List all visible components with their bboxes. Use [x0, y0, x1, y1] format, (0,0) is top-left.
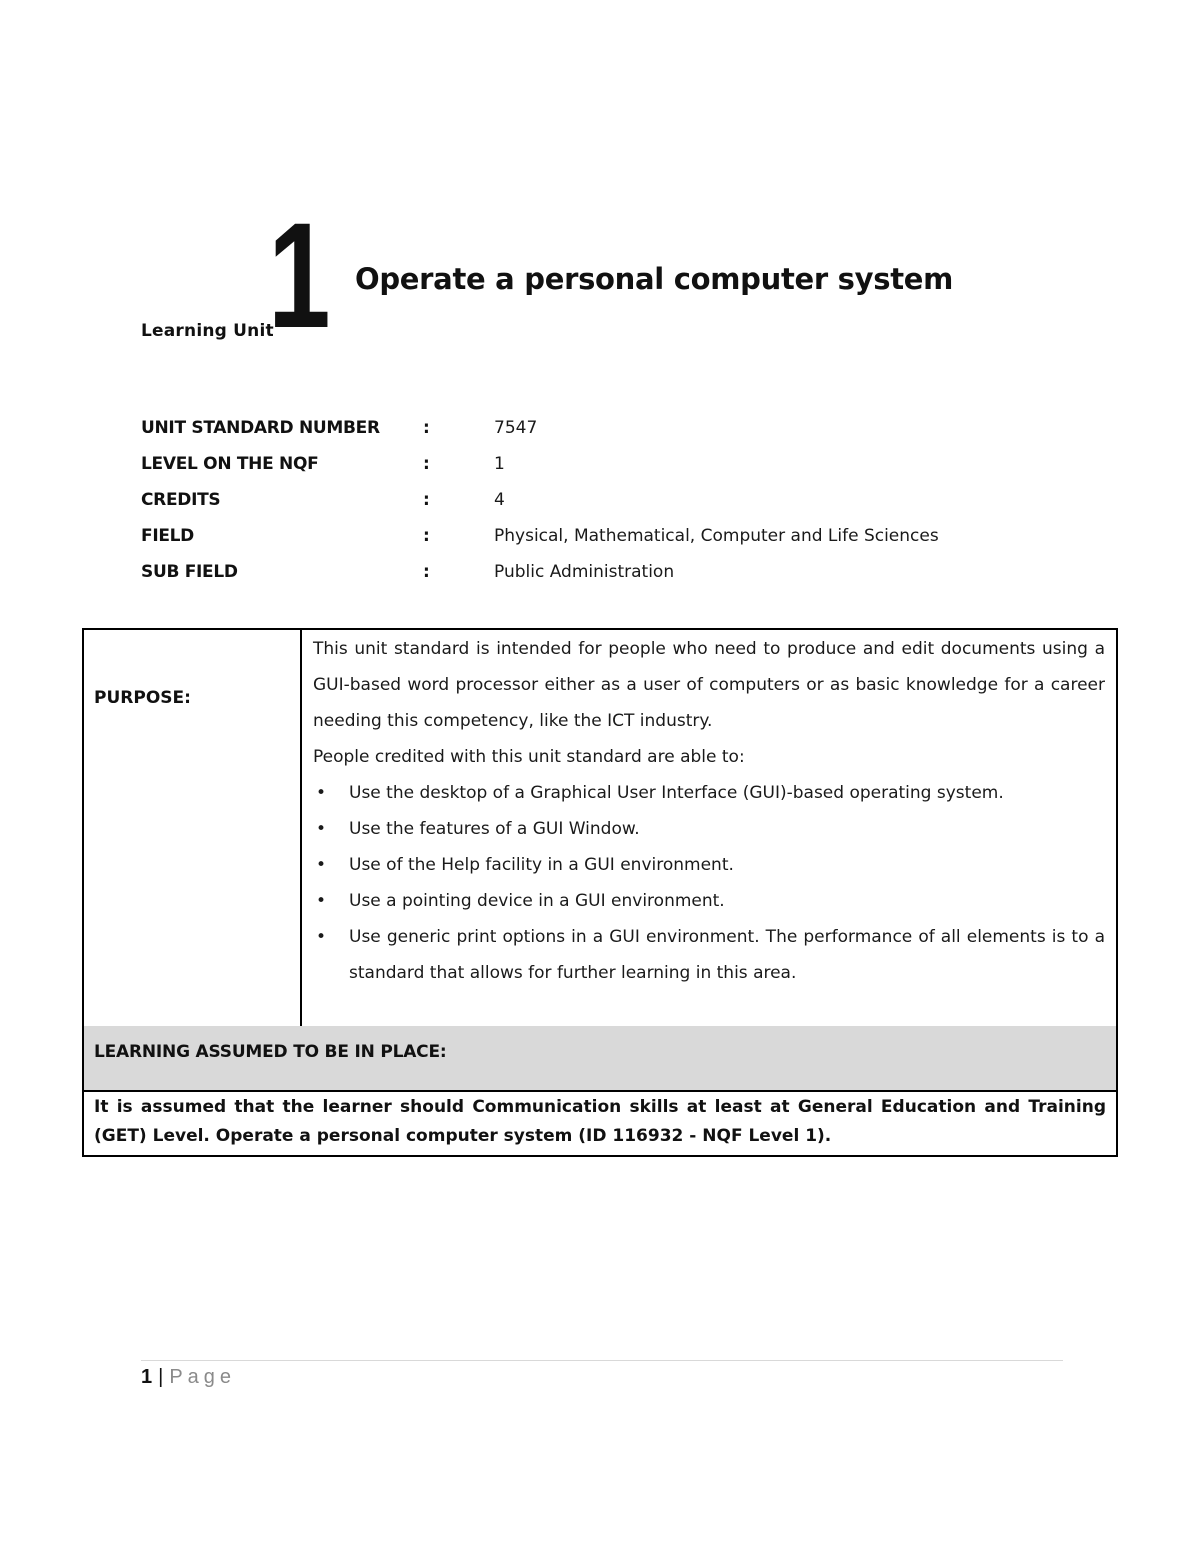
purpose-table	[82, 628, 1118, 1157]
info-colon: :	[423, 526, 430, 546]
purpose-row	[84, 630, 1116, 1026]
info-label: UNIT STANDARD NUMBER	[141, 418, 380, 438]
bullet-icon: •	[315, 819, 327, 839]
info-value: Public Administration	[494, 562, 675, 582]
info-label: LEVEL ON THE NQF	[141, 454, 319, 474]
info-value: Physical, Mathematical, Computer and Life Sciences	[494, 526, 939, 546]
footer-separator: |	[158, 1366, 164, 1388]
page-number: 1	[141, 1366, 153, 1388]
info-row-sub-field	[141, 558, 1101, 594]
info-value: 7547	[494, 418, 538, 438]
purpose-label: PURPOSE:	[84, 630, 302, 1026]
list-item	[313, 883, 1105, 919]
info-row-credits	[141, 486, 1101, 522]
list-item-text: Use the features of a GUI Window.	[349, 819, 640, 839]
info-label: SUB FIELD	[141, 562, 238, 582]
list-item-text: Use a pointing device in a GUI environment.	[349, 891, 725, 911]
list-item	[313, 811, 1105, 847]
learning-unit-label: Learning Unit	[141, 321, 274, 341]
learning-unit-number: 1	[268, 191, 331, 359]
info-row-field	[141, 522, 1101, 558]
page-label: Page	[169, 1366, 237, 1388]
assumed-learning-text: It is assumed that the learner should Communication skills at least at General Education and Training (GET) Level. Operate a personal computer system (ID 116932 - NQF Level 1).	[94, 1097, 1106, 1146]
info-colon: :	[423, 418, 430, 438]
list-item-text: Use generic print options in a GUI environment. The performance of all elements is to a standard that allows for further learning in this area.	[349, 927, 1105, 983]
purpose-intro: People credited with this unit standard are able to:	[313, 747, 745, 767]
list-item-text: Use of the Help facility in a GUI environment.	[349, 855, 734, 875]
list-item	[313, 775, 1105, 811]
bullet-icon: •	[315, 783, 327, 803]
bullet-icon: •	[315, 927, 327, 947]
outcomes-list	[313, 775, 1105, 991]
info-value: 1	[494, 454, 505, 474]
assumed-learning-header: LEARNING ASSUMED TO BE IN PLACE:	[84, 1026, 1116, 1092]
list-item	[313, 847, 1105, 883]
purpose-text: This unit standard is intended for people who need to produce and edit documents using a GUI-based word processor either as a user of computers or as basic knowledge for a career needing this competency, like the ICT industry.	[313, 639, 1105, 731]
list-item	[313, 919, 1105, 991]
purpose-body	[302, 630, 1116, 1026]
info-value: 4	[494, 490, 505, 510]
footer-divider	[141, 1360, 1063, 1361]
info-colon: :	[423, 490, 430, 510]
info-colon: :	[423, 454, 430, 474]
bullet-icon: •	[315, 891, 327, 911]
page-title: Operate a personal computer system	[355, 262, 954, 296]
info-row-nqf-level	[141, 450, 1101, 486]
list-item-text: Use the desktop of a Graphical User Interface (GUI)-based operating system.	[349, 783, 1004, 803]
bullet-icon: •	[315, 855, 327, 875]
page-footer	[141, 1366, 236, 1389]
info-label: FIELD	[141, 526, 194, 546]
info-row-unit-standard-number	[141, 414, 1101, 450]
info-colon: :	[423, 562, 430, 582]
info-label: CREDITS	[141, 490, 221, 510]
unit-standard-info	[141, 414, 1101, 594]
